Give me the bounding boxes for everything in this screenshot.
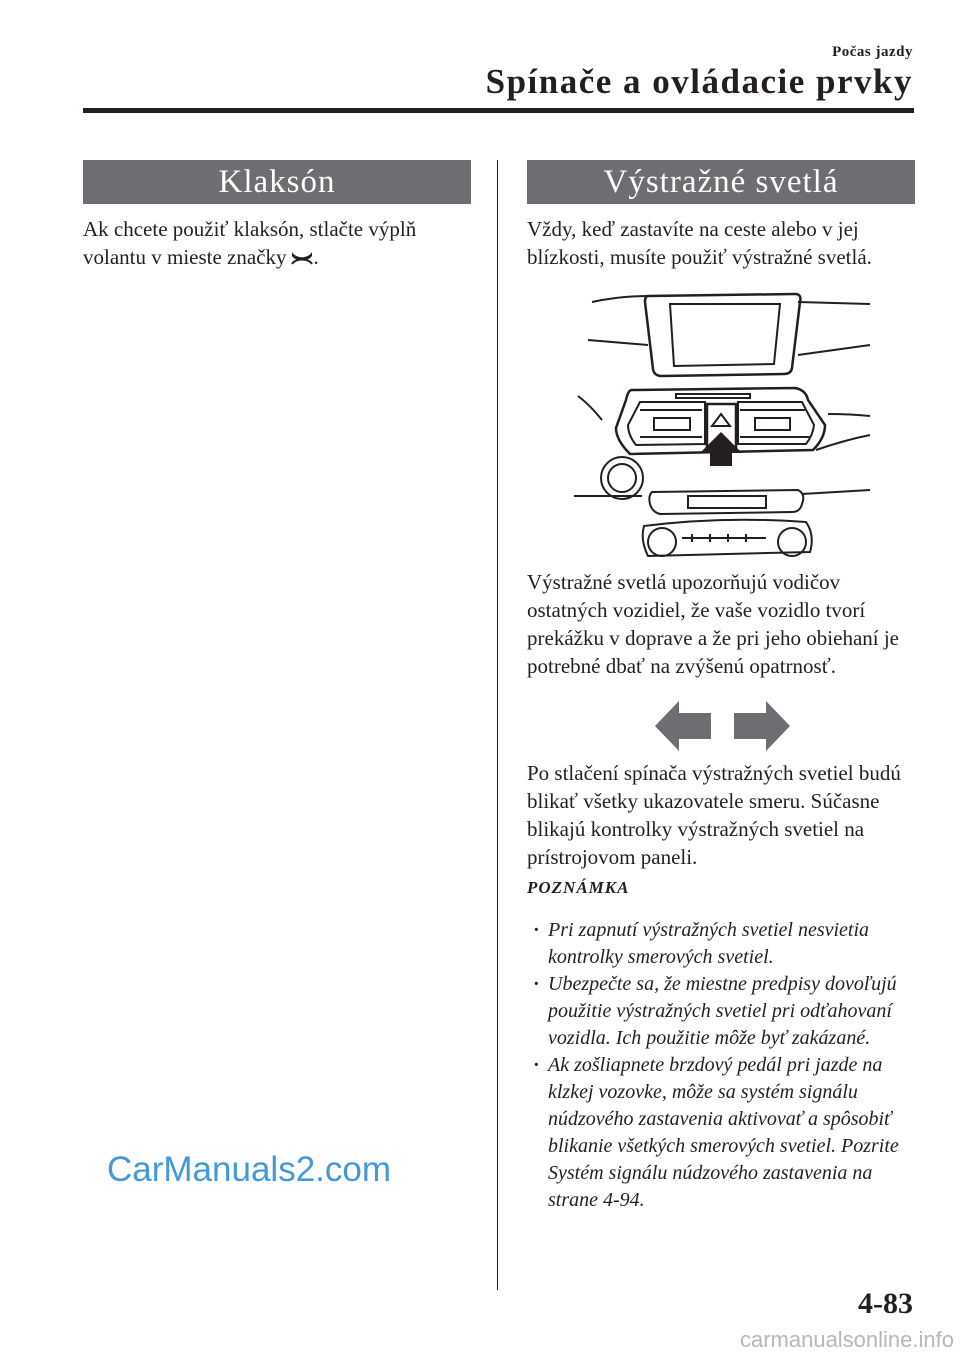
header-rule [83,108,914,113]
page-number: 4-83 [858,1287,913,1320]
horn-text: Ak chcete použiť klaksón, stlačte výplň volantu v mieste značky [83,217,417,269]
note-item: · Ubezpečte sa, že miestne predpisy dovoľujú použitie výstražných svetiel pri odťahovaní vozidla. Ich použitie môže byť zakázané. [527,971,917,1052]
column-divider [497,160,498,1290]
header-section: Počas jazdy [832,44,913,60]
note-item: · Ak zošliapnete brzdový pedál pri jazde na klzkej vozovke, môže sa systém signálu núdzového zastavenia aktivovať a spôsobiť blikanie všetkých smerových svetiel. Pozrite Systém signálu núdzového zastavenia na strane 4-94. [527,1052,917,1214]
horn-icon [290,245,314,273]
horn-paragraph [83,215,473,273]
note-list [527,917,917,1214]
note-heading: POZNÁMKA [527,878,630,897]
hazard-paragraph-2: Výstražné svetlá upozorňujú vodičov ostatných vozidiel, že vaše vozidlo tvorí prekážku v doprave a že pri jeho obiehaní je potrebné dbať na zvýšenú opatrnosť. [527,570,900,678]
hazard-paragraph-3: Po stlačení spínača výstražných svetiel budú blikať všetky ukazovatele smeru. Súčasne blikajú kontrolky výstražných svetiel na prístrojovom paneli. [527,761,901,869]
page-title: Spínače a ovládacie prvky [485,62,913,101]
note-item: · Pri zapnutí výstražných svetiel nesvietia kontrolky smerových svetiel. [527,917,917,971]
section-heading-horn: Klaksón [83,160,471,204]
section-heading-hazard: Výstražné svetlá [527,160,915,204]
horn-text-end: . [313,245,319,269]
hazard-intro: Vždy, keď zastavíte na ceste alebo v jej blízkosti, musíte použiť výstražné svetlá. [527,217,872,269]
dashboard-hazard-switch-illustration [570,290,875,560]
turn-signal-arrows-icon [655,700,790,752]
watermark: CarManuals2.com [107,1150,391,1189]
footer-url: carmanualsonline.info [739,1327,954,1352]
